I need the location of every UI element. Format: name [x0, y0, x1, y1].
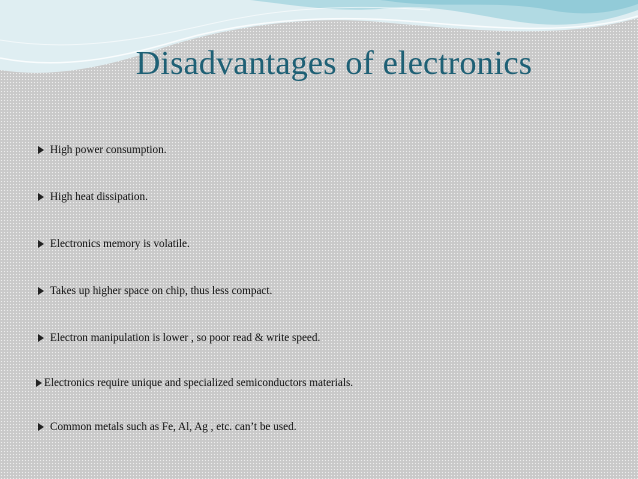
- slide-title: Disadvantages of electronics: [135, 45, 533, 82]
- arrow-bullet-icon: [38, 334, 44, 342]
- arrow-bullet-icon: [38, 193, 44, 201]
- bullet-text: High heat dissipation.: [50, 191, 148, 203]
- arrow-bullet-icon: [38, 240, 44, 248]
- bullet-text: Common metals such as Fe, Al, Ag , etc. can’t be used.: [50, 421, 297, 433]
- bullet-text: Takes up higher space on chip, thus less compact.: [50, 285, 273, 297]
- arrow-bullet-icon: [38, 287, 44, 295]
- arrow-bullet-icon: [36, 379, 42, 387]
- bullet-text: Electronics memory is volatile.: [50, 238, 190, 250]
- bullet-item: [38, 330, 320, 346]
- bullet-item: [38, 189, 148, 205]
- bullet-item: [38, 142, 167, 158]
- arrow-bullet-icon: [38, 146, 44, 154]
- bullet-item: [38, 283, 272, 299]
- bullet-text: Electron manipulation is lower , so poor read & write speed.: [50, 332, 321, 344]
- bullet-item: [36, 375, 353, 391]
- bullet-text: Electronics require unique and specialized semiconductors materials.: [44, 377, 354, 389]
- bullet-item: [38, 236, 190, 252]
- bullet-text: High power consumption.: [50, 144, 167, 156]
- arrow-bullet-icon: [38, 423, 44, 431]
- bullet-item: [38, 419, 297, 435]
